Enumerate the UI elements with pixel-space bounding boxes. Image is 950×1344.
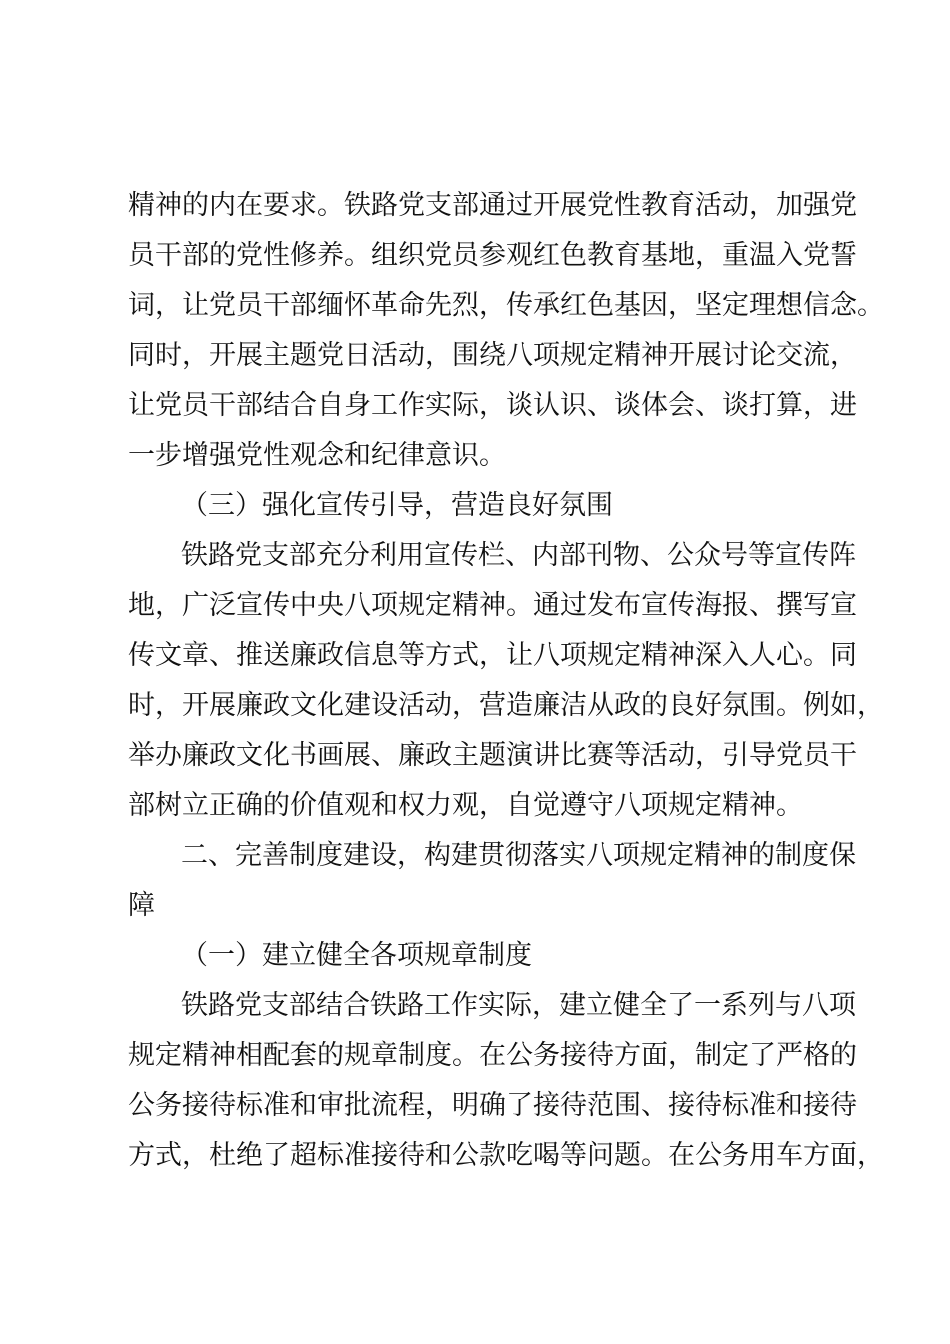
- chapter-heading: 二、完善制度建设，构建贯彻落实八项规定精神的制度保: [181, 840, 856, 871]
- paragraph-line: 让党员干部结合自身工作实际，谈认识、谈体会、谈打算，进: [128, 390, 857, 421]
- paragraph-line: 时，开展廉政文化建设活动，营造廉洁从政的良好氛围。例如，: [128, 690, 884, 721]
- chapter-heading-continued: 障: [128, 890, 155, 921]
- paragraph-line: 铁路党支部充分利用宣传栏、内部刊物、公众号等宣传阵: [181, 540, 856, 571]
- paragraph-line: 举办廉政文化书画展、廉政主题演讲比赛等活动，引导党员干: [128, 740, 857, 771]
- paragraph-line: 员干部的党性修养。组织党员参观红色教育基地，重温入党誓: [128, 240, 857, 271]
- paragraph-line: 地，广泛宣传中央八项规定精神。通过发布宣传海报、撰写宣: [128, 590, 857, 621]
- section-heading: （一）建立健全各项规章制度: [181, 940, 532, 971]
- paragraph-line: 公务接待标准和审批流程，明确了接待范围、接待标准和接待: [128, 1090, 857, 1121]
- paragraph-line: 同时，开展主题党日活动，围绕八项规定精神开展讨论交流，: [128, 340, 857, 371]
- paragraph-line: 部树立正确的价值观和权力观，自觉遵守八项规定精神。: [128, 790, 803, 821]
- paragraph-line: 方式，杜绝了超标准接待和公款吃喝等问题。在公务用车方面，: [128, 1140, 884, 1171]
- paragraph-line: 精神的内在要求。铁路党支部通过开展党性教育活动，加强党: [128, 190, 857, 221]
- paragraph-line: 规定精神相配套的规章制度。在公务接待方面，制定了严格的: [128, 1040, 857, 1071]
- section-heading: （三）强化宣传引导，营造良好氛围: [181, 490, 613, 521]
- paragraph-line: 一步增强党性观念和纪律意识。: [128, 440, 506, 471]
- paragraph-line: 词，让党员干部缅怀革命先烈，传承红色基因，坚定理想信念。: [128, 290, 884, 321]
- paragraph-line: 铁路党支部结合铁路工作实际，建立健全了一系列与八项: [181, 990, 856, 1021]
- paragraph-line: 传文章、推送廉政信息等方式，让八项规定精神深入人心。同: [128, 640, 857, 671]
